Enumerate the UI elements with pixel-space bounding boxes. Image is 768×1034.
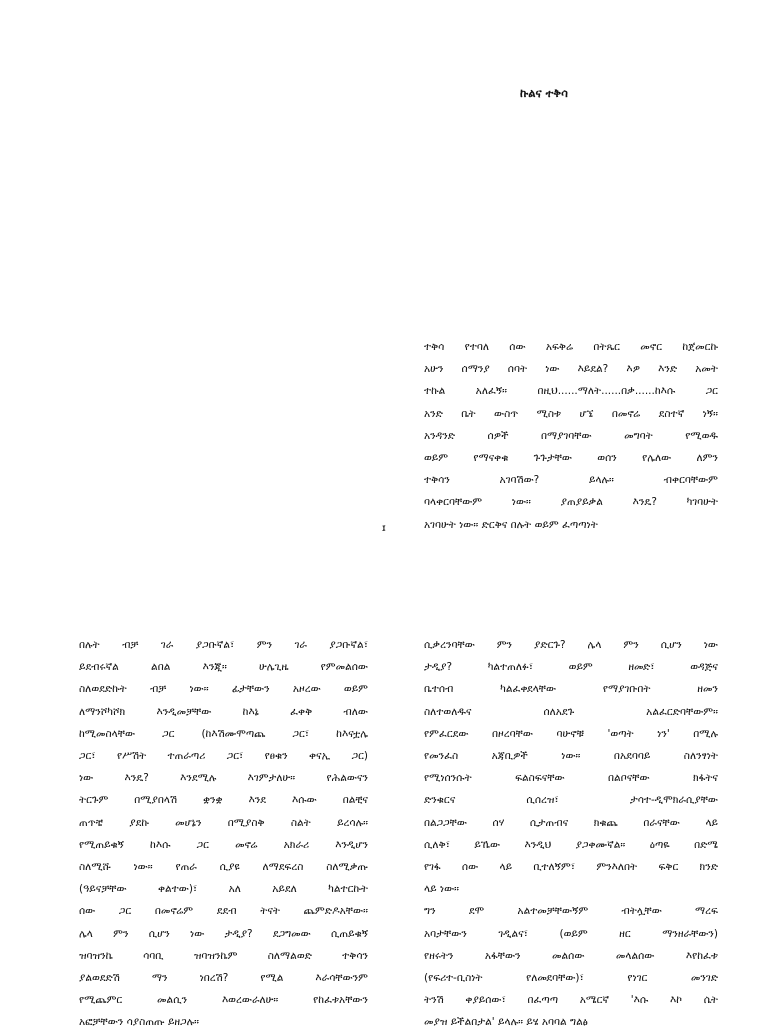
text-line: ላይ ነው። xyxy=(424,883,460,896)
text-line: ሌላ ምን ሲሆን ነው ታዲያ? ደጋግመው ሲጠይቁኝ xyxy=(79,927,368,940)
text-line: (የፍሪተ-ቢስነት የለመደባቸው)፣ የነገር መንገድ xyxy=(424,972,718,985)
text-line: የገፋ ሰው ላይ ቢተለኝም፣ ምንእለበት ፍቅር ክንድ xyxy=(424,861,718,874)
text-line: የምፈርደው በዞረባቸው ባሁኖቹ 'ወጣት ነን' በሚሉ xyxy=(424,727,718,740)
text-line: ተቅሳን አገባሽው? ይላሉ። ብቀርባቸውም xyxy=(424,474,718,487)
text-line: ተኩል አለፈኝ። በዚህ......ማለት......በቃ......ከእሱ ጋር xyxy=(424,385,718,398)
text-line: ባላቀርባቸውም ነው። ያጠያይቃል እንዴ? ካገባሁት xyxy=(424,496,718,509)
text-line: አንዳንድ ሰዎች በማያገባቸው መግባት የሚወዱ xyxy=(424,429,718,442)
text-line: የመንፈስ አጃቢዎች ነው። በአደባባይ ስለንፃነት xyxy=(424,750,718,763)
text-line: የሚጨምር መልሲን እወረውራለሁ። የከፈቱአቸውን xyxy=(79,994,368,1007)
text-line: ከሚመስላቸው ጋር (ከእሽሙሞጣጨ ጋር፣ ከእናቷሌ xyxy=(79,727,368,740)
text-line: ሰው ጋር በመኖሬም ደደብ ትናት ጨምድዶአቸው። xyxy=(79,905,368,918)
text-line: ሲለቅ፣ ይኼው እንዲህ ያጋቀሙኛል። ዕጣዬ በድሜ xyxy=(424,838,718,851)
text-line: አንድ ቤት ውስጥ ሚስቱ ሆኜ በመኖሬ ደስተኛ ነኝ። xyxy=(424,407,718,420)
text-line: አሁን ሰማንያ ሰባት ነው እይደል? እዎ እንድ አመት xyxy=(424,363,718,376)
text-line: ሲቃረንባቸው ምን ያድርጉ? ሌላ ምን ሲሆን ነው xyxy=(424,639,718,651)
text-line: ያልወደድሽ ማን ነበረሽ? የሚል እራሳቸውንም xyxy=(79,972,368,985)
text-line: (ዓይናቻቸው ቀልተው)፣ አለ አይደለ ካልተርኩት xyxy=(79,883,368,896)
text-line: የሚጠይቁኝ ከእሱ ጋር መኖሬ አክራሪ እንዲሆን xyxy=(79,838,368,851)
text-line: ጋር፣ የሥሽት ተጠራጣሪ ጋር፣ የፀቁን ቀናኢ ጋር) xyxy=(79,750,368,763)
text-line: ግን ደሞ አልተመቻቸውኝም ብትሏቸው ማረፍ xyxy=(424,905,718,918)
text-line: ይደብሩኛል ልበል እንጂ። ሁሌጊዜ የምመልሰው xyxy=(79,661,368,674)
text-line: ተቅሳ የተባለ ሰው አፍቅሬ በትጼር መኖር ከጀመርኩ xyxy=(424,341,718,353)
top-paragraph xyxy=(424,336,718,536)
text-line: በልጋጋቸው ሰሃ ሲታጠብና ክቁጨ በራናቸው ላይ xyxy=(424,816,718,829)
text-line: መያዝ ይችልበታል' ይላሉ። ይሄ አባባል ግልፅ xyxy=(424,1016,588,1029)
text-line: ስለተወለዱና ሰለአደጉ አልፈርድባቸውም። xyxy=(424,705,718,718)
text-line: ወይም የማናቀቁ ጉጉታቸው ወሰን የሌለው ለምን xyxy=(424,452,718,465)
left-column-paragraph xyxy=(79,634,368,1034)
text-line: አገባሁት ነው። ድርቅና በሉት ወይም ፈጣጣነት xyxy=(424,518,598,531)
text-line: ነው እንዴ? እንደሚሉ እገምታለሁ። የሕልውናን xyxy=(79,772,368,785)
text-line: ጠጥቼ ያደኩ መሆኔን በሚያስቅ ስልት ይረሳሉ። xyxy=(79,816,368,829)
text-line: ስለወደድኩት ብቻ ነው። ፊታቸውን አዞረው ወይም xyxy=(79,683,368,696)
text-line: የዘሩትን አፋቸውን መልሰው መላልሰው እየከፈቱ xyxy=(424,949,718,962)
text-line: የሚነሰንሱት ፍልስፍናቸው በልቦናቸው ክፋትና xyxy=(424,772,718,785)
page-marker: ፤ xyxy=(382,524,386,534)
text-line: ትርጉም በሚያበላሽ ቋንቋ እንደ እሱው በልቺና xyxy=(79,794,368,807)
text-line: አፎቻቸውን ሳያስጠጡ ይዘጋሉ። xyxy=(79,1016,200,1029)
text-line: ቤተሰብ ካልፈቀደላቸው የማያገቡበት ዘመን xyxy=(424,683,718,696)
text-line: ዝባዝንኬ ሳባቢ ዝባዝንኬም ስለማልወድ ተቅሳን xyxy=(79,949,368,962)
text-line: ድንቁርና ሲሰረዝ፣ ታሳተ-ዲሞክራሲያቸው xyxy=(424,794,718,807)
text-line: ለማንሾካሾክ እንዲመቻቸው ከእኔ ፈቀቅ ብለው xyxy=(79,705,368,718)
document-title: ኩልና ተቅሳ xyxy=(520,86,568,100)
right-column-paragraph xyxy=(424,634,718,1034)
text-line: ትንሽ ቀያይሰው፣ በፈጣጣ አሜርኛ 'እሱ እኮ ሴት xyxy=(424,994,718,1007)
text-line: ስለሚሹ ነው። የጠራ ሲያዩ ለማደፍረስ ስለሚቃጡ xyxy=(79,861,368,874)
text-line: አባታቸውን ገዲልና፣ (ወይም ዘር ማንዘራቸውን) xyxy=(424,927,718,940)
text-line: ታዲያ? ካልተጠለፉ፣ ወይም ዘመድ፣ ወዳጅና xyxy=(424,661,718,674)
text-line: በሉት ብቻ ገራ ያጋቡኛል፣ ምን ገራ ያጋቡኛል፣ xyxy=(79,639,368,651)
